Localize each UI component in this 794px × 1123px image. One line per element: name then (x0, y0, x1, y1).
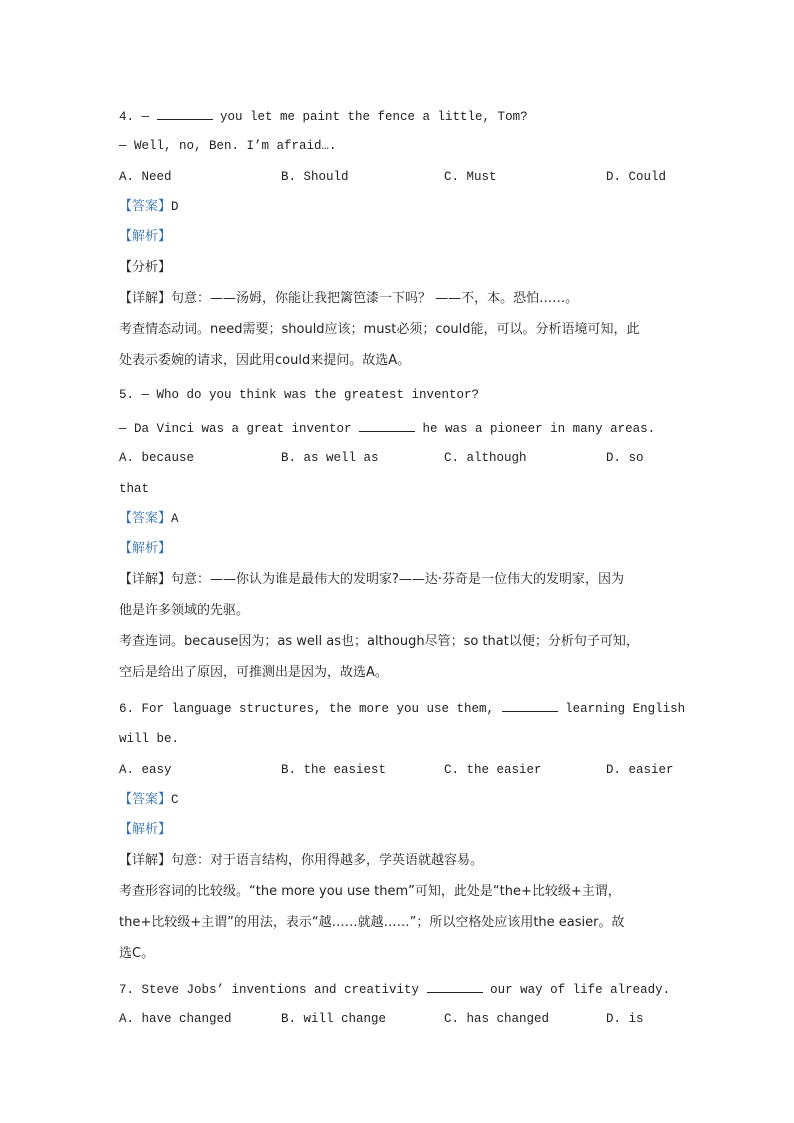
q6-answer: 【答案】C (119, 792, 179, 807)
q6-detail: 【详解】句意：对于语言结构，你用得越多，学英语就越容易。 (119, 853, 484, 868)
q6-stem: 6. For language structures, the more you use them, learning English (119, 699, 685, 717)
q6-stem-wrap: will be. (119, 732, 180, 746)
q6-explanation-2: the+比较级+主谓”的用法，表示“越……就越……”；所以空格处应该用the easier。故 (119, 915, 625, 930)
q6-explanation-1: 考查形容词的比较级。“the more you use them”可知，此处是“the+比较级+主谓， (119, 884, 621, 899)
q5-option-wrap: that (119, 482, 150, 496)
q4-detail: 【详解】句意：——汤姆，你能让我把篱笆漆一下吗？ ——不，本。恐怕……。 (119, 291, 579, 306)
q5-option-c: C. although (444, 451, 527, 465)
answer-blank (427, 980, 483, 993)
q5-option-b: B. as well as (281, 451, 379, 465)
q5-detail-2: 他是许多领域的先驱。 (119, 603, 250, 618)
q4-option-b: B. Should (281, 170, 349, 184)
q5-detail-1: 【详解】句意：——你认为谁是最伟大的发明家?——达·芬奇是一位伟大的发明家，因为 (119, 572, 625, 587)
q4-option-d: D. Could (606, 170, 667, 184)
answer-blank (359, 419, 415, 432)
q7-option-a: A. have changed (119, 1012, 232, 1026)
q5-stem: 5. — Who do you think was the greatest inventor? (119, 388, 480, 402)
q6-analysis-tag: 【解析】 (119, 822, 172, 837)
q4-analysis-tag: 【解析】 (119, 229, 172, 244)
q4-fenxi: 【分析】 (119, 260, 172, 275)
q4-stem: 4. — you let me paint the fence a little, Tom? (119, 107, 528, 125)
q7-option-b: B. will change (281, 1012, 387, 1026)
q7-option-d: D. is (606, 1012, 644, 1026)
q5-explanation-1: 考查连词。because因为；as well as也；although尽管；so that以便；分析句子可知， (119, 634, 639, 649)
q5-explanation-2: 空后是给出了原因，可推测出是因为，故选A。 (119, 665, 388, 680)
answer-blank (157, 107, 213, 120)
q6-option-d: D. easier (606, 763, 674, 777)
q6-option-a: A. easy (119, 763, 172, 777)
q4-option-c: C. Must (444, 170, 497, 184)
q7-option-c: C. has changed (444, 1012, 550, 1026)
q5-option-a: A. because (119, 451, 195, 465)
answer-blank (502, 699, 558, 712)
q4-reply: — Well, no, Ben. I’m afraid…. (119, 139, 337, 153)
q7-stem: 7. Steve Jobs’ inventions and creativity our way of life already. (119, 980, 670, 998)
q5-analysis-tag: 【解析】 (119, 541, 172, 556)
q4-option-a: A. Need (119, 170, 172, 184)
q4-answer: 【答案】D (119, 199, 179, 214)
q5-answer: 【答案】A (119, 511, 179, 526)
q6-explanation-3: 选C。 (119, 946, 155, 961)
q5-option-d: D. so (606, 451, 644, 465)
q5-reply: — Da Vinci was a great inventor he was a pioneer in many areas. (119, 419, 655, 437)
q6-option-b: B. the easiest (281, 763, 387, 777)
q4-explanation-1: 考查情态动词。need需要；should应该；must必须；could能，可以。分析语境可知，此 (119, 322, 640, 337)
q4-explanation-2: 处表示委婉的请求，因此用could来提问。故选A。 (119, 353, 411, 368)
q6-option-c: C. the easier (444, 763, 542, 777)
